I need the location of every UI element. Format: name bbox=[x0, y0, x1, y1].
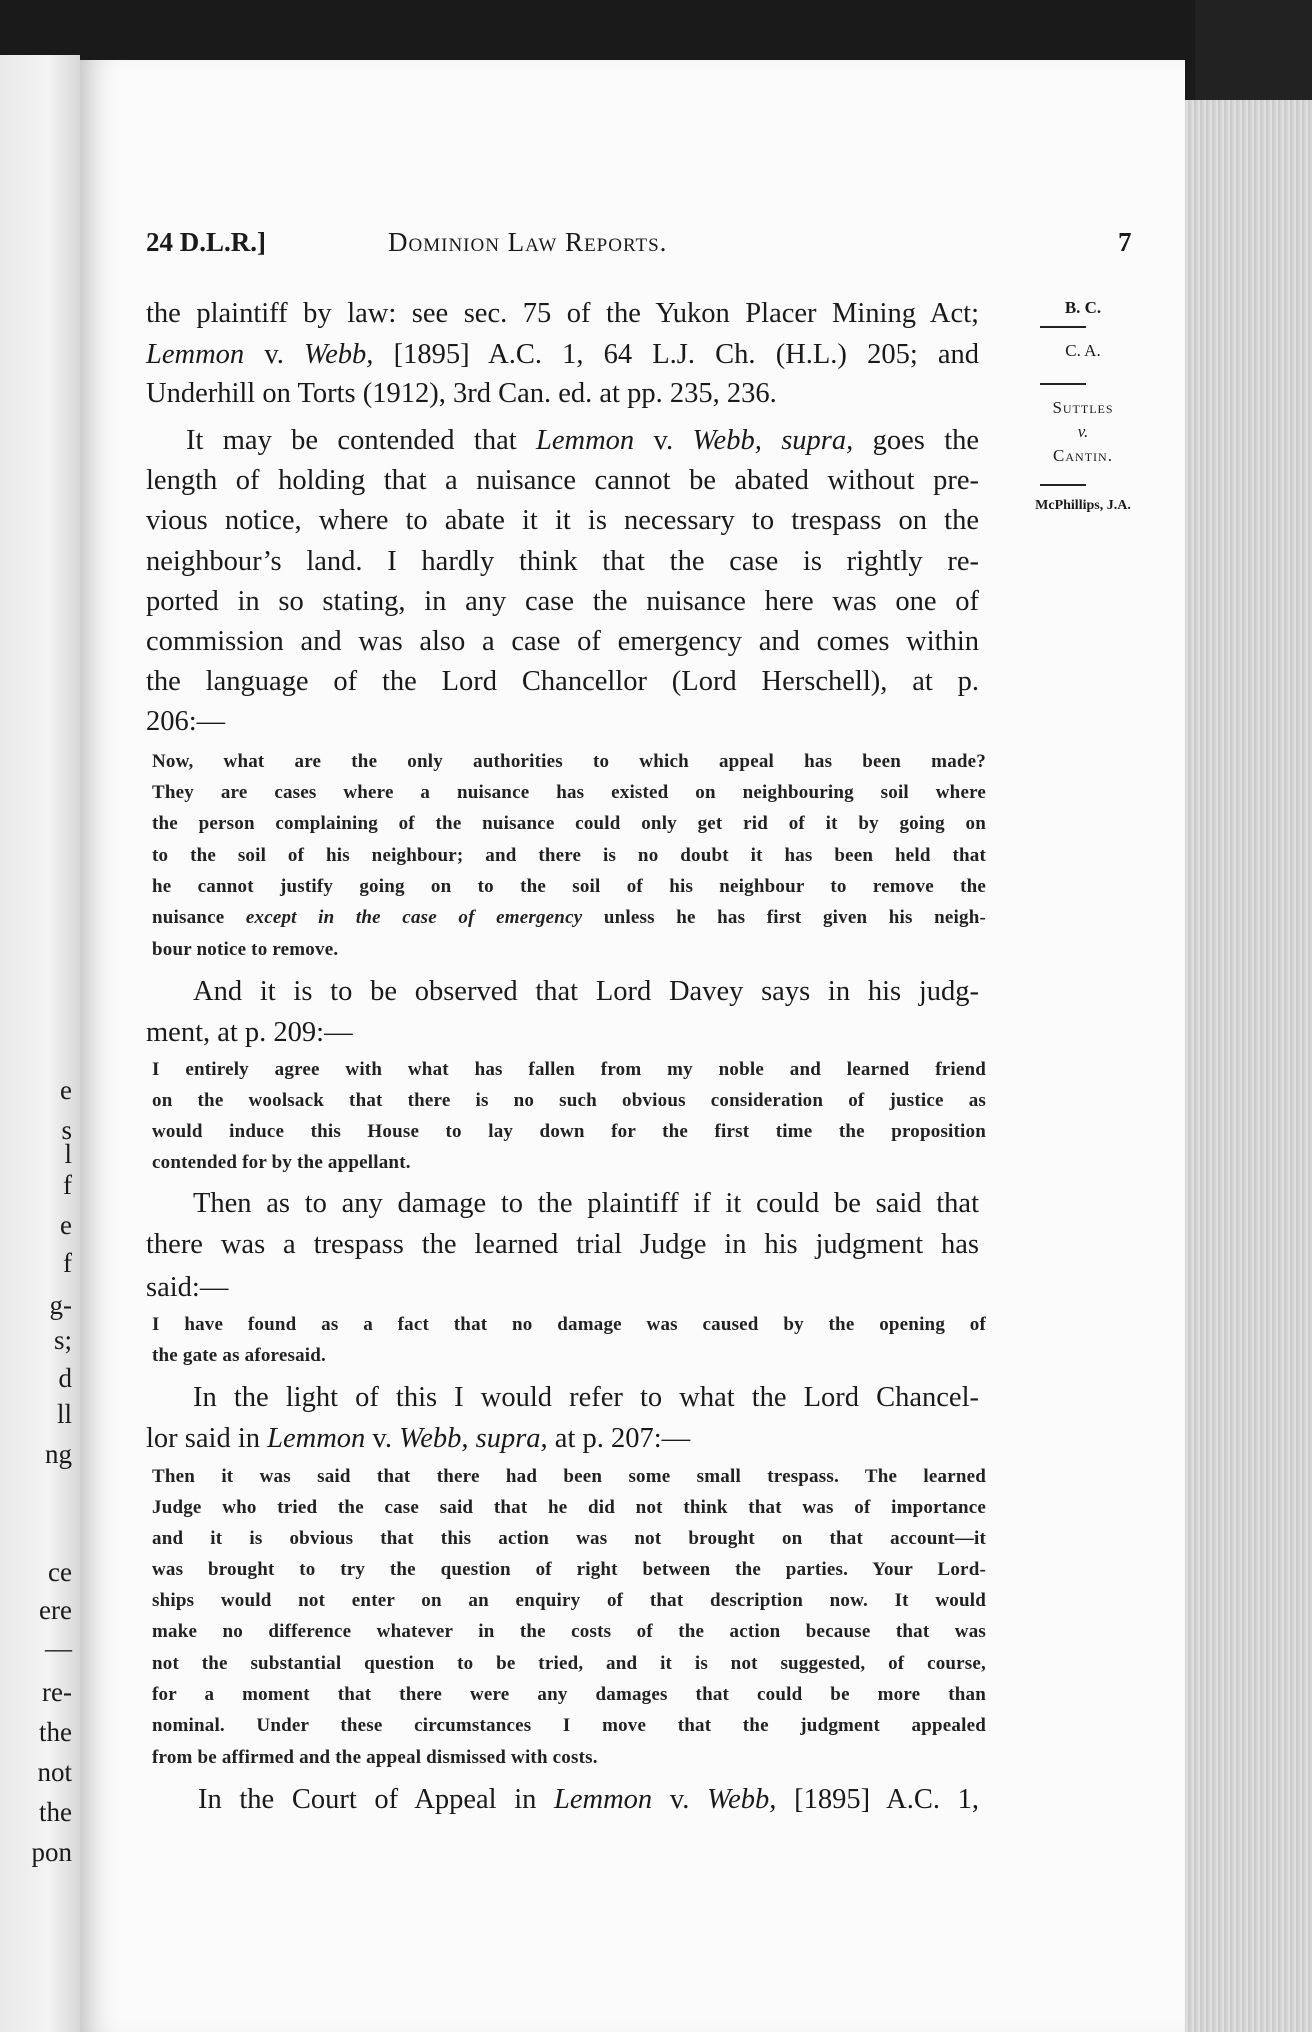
text: unless he has first given his neigh- bbox=[603, 907, 986, 928]
quote-line: ships would not enter on an enquiry of that description now. It would bbox=[152, 1590, 986, 1611]
left-fragment: — bbox=[45, 1633, 72, 1663]
quote-line: the gate as aforesaid. bbox=[152, 1345, 326, 1366]
header-volume: 24 D.L.R.] bbox=[146, 227, 266, 257]
left-fragment: s; bbox=[53, 1325, 72, 1355]
quote-line: Judge who tried the case said that he did not think that was of importance bbox=[152, 1497, 986, 1518]
sidenote-rule bbox=[1040, 383, 1086, 385]
quote-line bbox=[152, 908, 986, 927]
body-line: In the light of this I would refer to what the Lord Chancel- bbox=[193, 1382, 979, 1413]
body-line bbox=[146, 1425, 690, 1454]
body-line bbox=[198, 1786, 979, 1815]
case-name: Lemmon bbox=[267, 1423, 366, 1454]
text: [1895] A.C. 1, bbox=[794, 1784, 980, 1815]
left-fragment: g- bbox=[49, 1290, 72, 1320]
quote-line: I entirely agree with what has fallen from my noble and learned friend bbox=[152, 1059, 986, 1080]
body-line: neighbour’s land. I hardly think that the case is rightly re- bbox=[146, 546, 979, 577]
sidenote-party-2: Cantin. bbox=[1053, 446, 1113, 465]
quote-line: They are cases where a nuisance has existed on neighbouring soil where bbox=[152, 782, 986, 803]
left-fragment: the bbox=[39, 1717, 72, 1747]
body-line: the language of the Lord Chancellor (Lord Herschell), at p. bbox=[146, 666, 979, 697]
quote-line: not the substantial question to be tried, and it is not suggested, of course, bbox=[152, 1653, 986, 1674]
text: at p. 207:— bbox=[554, 1423, 691, 1454]
left-fragment: d bbox=[58, 1363, 72, 1393]
left-fragment: l bbox=[64, 1139, 72, 1169]
book-page-edges bbox=[1185, 100, 1312, 2032]
body-line: vious notice, where to abate it it is necessary to trespass on the bbox=[146, 505, 979, 536]
body-line: Underhill on Torts (1912), 3rd Can. ed. at pp. 235, 236. bbox=[146, 378, 777, 409]
sidenote-versus: v. bbox=[1077, 422, 1089, 441]
book-edge-shadow bbox=[1195, 0, 1312, 110]
body-line bbox=[146, 341, 979, 370]
body-line: commission and was also a case of emergency and comes within bbox=[146, 626, 979, 657]
quote-line: Now, what are the only authorities to which appeal has been made? bbox=[152, 751, 986, 772]
sidenote-rule bbox=[1040, 484, 1086, 486]
quote-line: Then it was said that there had been some small trespass. The learned bbox=[152, 1466, 986, 1487]
sidenote-court: C. A. bbox=[1065, 341, 1101, 360]
quote-line: and it is obvious that this action was not brought on that account—it bbox=[152, 1528, 986, 1549]
body-line: 206:— bbox=[146, 706, 226, 737]
quote-line: nominal. Under these circumstances I move that the judgment appealed bbox=[152, 1715, 986, 1736]
body-line: Then as to any damage to the plaintiff if it could be said that bbox=[193, 1188, 979, 1219]
sidenote-party-1: Suttles bbox=[1052, 398, 1114, 417]
body-line: ported in so stating, in any case the nuisance here was one of bbox=[146, 586, 979, 617]
quote-line: bour notice to remove. bbox=[152, 939, 339, 960]
quote-line: on the woolsack that there is no such obvious consideration of justice as bbox=[152, 1090, 986, 1111]
left-fragment: pon bbox=[31, 1837, 72, 1867]
body-line: said:— bbox=[146, 1272, 229, 1303]
body-line: length of holding that a nuisance cannot be abated without pre- bbox=[146, 465, 979, 496]
quote-line: from be affirmed and the appeal dismissed with costs. bbox=[152, 1747, 598, 1768]
header-title: Dominion Law Reports. bbox=[388, 227, 668, 257]
case-name: Lemmon bbox=[536, 425, 635, 456]
quote-line: to the soil of his neighbour; and there is no doubt it has been held that bbox=[152, 845, 986, 866]
quote-line: would induce this House to lay down for the first time the proposition bbox=[152, 1121, 986, 1142]
left-fragment: s bbox=[61, 1115, 72, 1145]
left-fragment: e bbox=[60, 1210, 72, 1240]
left-page-edge bbox=[0, 55, 80, 2032]
text: v. bbox=[264, 339, 284, 370]
text: nuisance bbox=[152, 907, 225, 928]
left-fragment: the bbox=[39, 1797, 72, 1827]
sidenote-province: B. C. bbox=[1064, 298, 1102, 317]
text: lor said in bbox=[146, 1423, 260, 1454]
case-name: Lemmon bbox=[554, 1784, 653, 1815]
text: In the Court of Appeal in bbox=[198, 1784, 537, 1815]
quote-line: I have found as a fact that no damage was caused by the opening of bbox=[152, 1314, 986, 1335]
body-line: the plaintiff by law: see sec. 75 of the Yukon Placer Mining Act; bbox=[146, 298, 979, 329]
text: [1895] A.C. 1, 64 L.J. Ch. (H.L.) 205; and bbox=[393, 339, 980, 370]
quote-line: contended for by the appellant. bbox=[152, 1152, 411, 1173]
emphasis: except in the case of emergency bbox=[245, 907, 583, 928]
text: It may be contended that bbox=[186, 425, 517, 456]
left-fragment: ce bbox=[48, 1557, 72, 1587]
sidenote-rule bbox=[1040, 326, 1086, 328]
quote-line: make no difference whatever in the costs of the action because that was bbox=[152, 1621, 986, 1642]
body-line: And it is to be observed that Lord Davey says in his judg- bbox=[193, 976, 979, 1007]
page-number: 7 bbox=[1118, 227, 1132, 257]
case-name: Webb, supra, bbox=[399, 1423, 548, 1454]
case-name: Lemmon bbox=[146, 339, 245, 370]
body-line: ment, at p. 209:— bbox=[146, 1017, 353, 1048]
left-fragment: f bbox=[63, 1170, 72, 1200]
quote-line: for a moment that there were any damages that could be more than bbox=[152, 1684, 986, 1705]
left-fragment: ng bbox=[45, 1439, 72, 1469]
case-name: Webb, bbox=[707, 1784, 777, 1815]
quote-line: the person complaining of the nuisance could only get rid of it by going on bbox=[152, 813, 986, 834]
left-fragment: f bbox=[63, 1248, 72, 1278]
body-line: there was a trespass the learned trial Judge in his judgment has bbox=[146, 1229, 979, 1260]
body-line bbox=[186, 427, 979, 456]
quote-line: he cannot justify going on to the soil of his neighbour to remove the bbox=[152, 876, 986, 897]
left-fragment: ere bbox=[39, 1595, 72, 1625]
sidenote-judge: McPhillips, J.A. bbox=[1035, 498, 1131, 513]
case-name: Webb, supra, bbox=[692, 425, 854, 456]
text: v. bbox=[669, 1784, 690, 1815]
quote-line: was brought to try the question of right between the parties. Your Lord- bbox=[152, 1559, 986, 1580]
case-name: Webb, bbox=[304, 339, 374, 370]
text: v. bbox=[372, 1423, 392, 1454]
left-fragment: ll bbox=[56, 1399, 72, 1429]
left-fragment: e bbox=[60, 1075, 72, 1105]
left-fragment: re- bbox=[42, 1677, 72, 1707]
left-fragment: not bbox=[37, 1757, 72, 1787]
text: goes the bbox=[872, 425, 980, 456]
text: v. bbox=[653, 425, 674, 456]
